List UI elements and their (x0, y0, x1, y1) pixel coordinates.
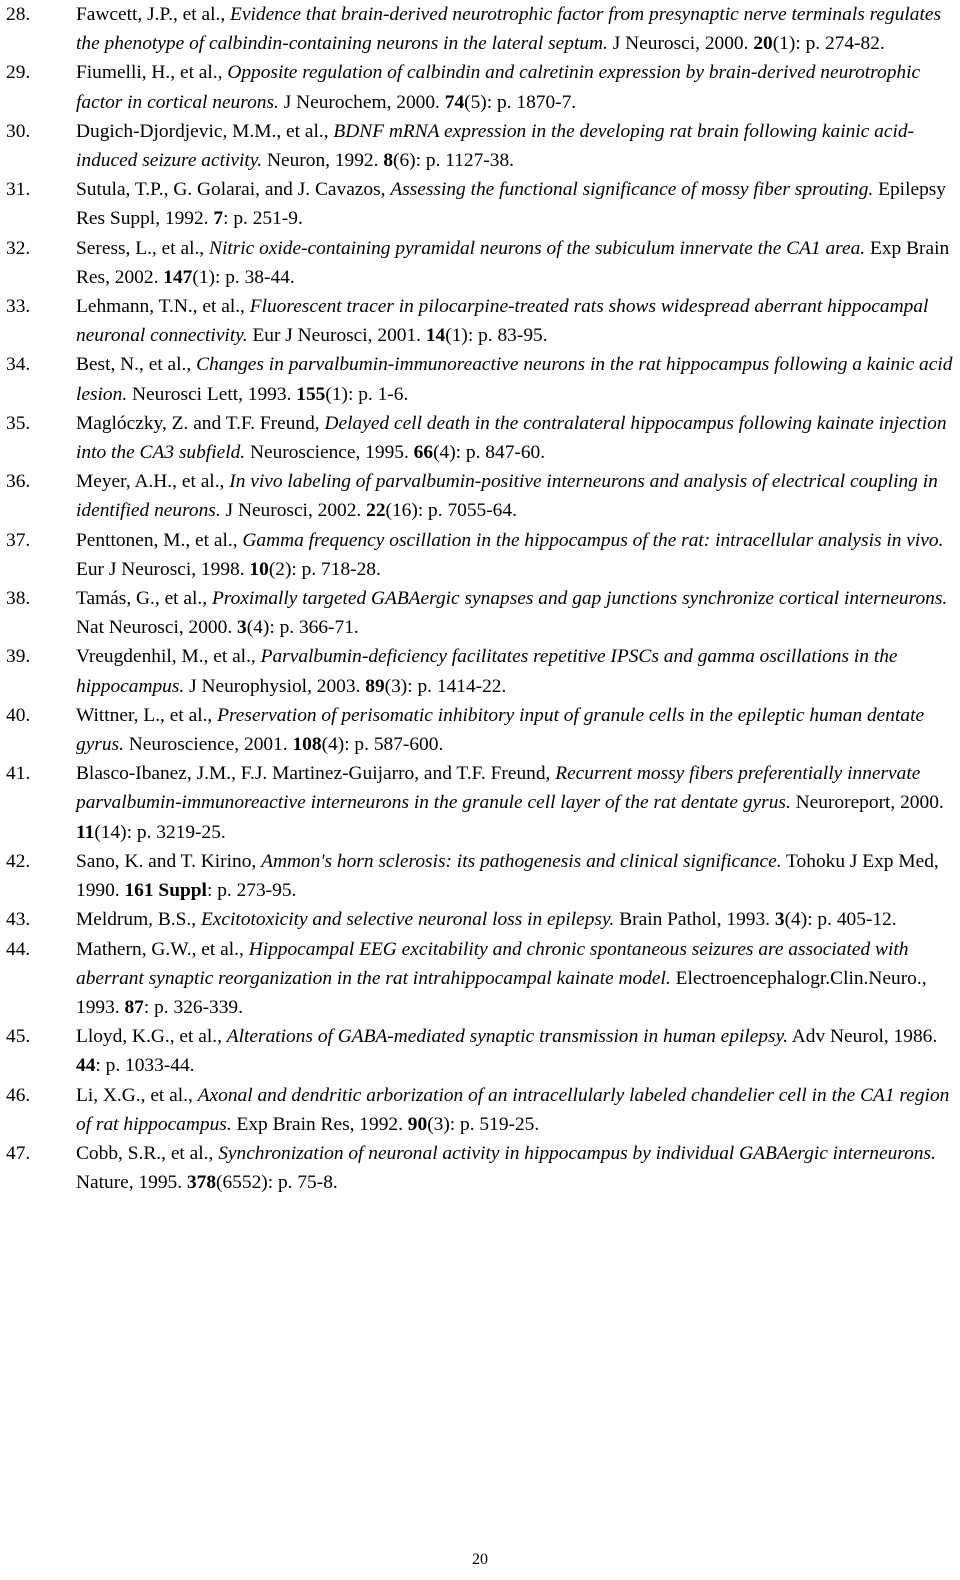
reference-title: BDNF mRNA expression in the developing rat brain following kainic acid-induced seizure activity. (76, 120, 914, 172)
reference-entry (6, 58, 954, 116)
reference-entry (6, 847, 954, 905)
reference-entry (6, 759, 954, 847)
reference-title: Assessing the functional significance of mossy fiber sprouting. (390, 179, 874, 201)
reference-number: 29. (6, 62, 31, 84)
reference-number: 42. (6, 850, 31, 872)
reference-pages: (1): p. 274-82. (772, 33, 885, 55)
reference-entry (6, 409, 954, 467)
reference-source: Adv Neurol, 1986. (788, 1026, 938, 1048)
reference-volume: 87 (124, 996, 144, 1018)
reference-source: J Neurosci, 2000. (607, 33, 754, 55)
reference-pages: (1): p. 83-95. (445, 325, 548, 347)
reference-title: Proximally targeted GABAergic synapses and gap junctions synchronize cortical interneurons. (211, 588, 948, 610)
reference-title: Preservation of perisomatic inhibitory input of granule cells in the epileptic human dentate gyrus. (76, 704, 925, 756)
reference-pages: (6): p. 1127-38. (393, 150, 515, 172)
reference-entry (6, 350, 954, 408)
reference-authors: Lloyd, K.G., et al., (76, 1026, 227, 1048)
reference-source: Neurosci Lett, 1993. (127, 383, 297, 405)
page-number: 20 (472, 1551, 488, 1568)
reference-source: Electroencephalogr.Clin.Neuro., 1993. (76, 967, 927, 1018)
reference-authors: Meldrum, B.S., (76, 909, 201, 931)
reference-authors: Lehmann, T.N., et al., (76, 296, 250, 318)
reference-pages: (4): p. 366-71. (246, 617, 359, 639)
reference-pages: (3): p. 1414-22. (384, 675, 507, 697)
reference-source: Eur J Neurosci, 1998. (76, 558, 250, 580)
reference-title: Changes in parvalbumin-immunoreactive neurons in the rat hippocampus following a kainic acid lesion. (76, 354, 953, 405)
reference-entry (6, 175, 954, 233)
reference-source: J Neurosci, 2002. (220, 500, 367, 522)
reference-volume: 89 (365, 675, 385, 697)
reference-entry (6, 642, 954, 700)
reference-entry (6, 526, 954, 584)
reference-source: Epilepsy Res Suppl, 1992. (76, 179, 947, 230)
reference-volume: 147 (163, 266, 193, 288)
reference-entry (6, 117, 954, 175)
reference-title: Evidence that brain-derived neurotrophic factor from presynaptic nerve terminals regulates the phenotype of calbindin-containing neurons in the lateral septum. (76, 4, 942, 55)
reference-authors: Wittner, L., et al., (76, 704, 218, 726)
reference-title: Delayed cell death in the contralateral hippocampus following kainate injection into the CA3 subfield. (76, 412, 947, 464)
reference-authors: Blasco-Ibanez, J.M., F.J. Martinez-Guijarro, and T.F. Freund, (76, 763, 556, 785)
reference-number: 41. (6, 763, 31, 785)
reference-title: Axonal and dendritic arborization of an intracellularly labeled chandelier cell in the CA1 region of rat hippocampus. (76, 1084, 950, 1135)
reference-volume: 108 (292, 734, 322, 756)
reference-number: 30. (6, 120, 31, 142)
reference-title: Recurrent mossy fibers preferentially innervate parvalbumin-immunoreactive interneurons in the granule cell layer of the rat dentate gyrus. (76, 763, 921, 814)
reference-authors: Li, X.G., et al., (76, 1084, 198, 1106)
reference-entry (6, 1081, 954, 1139)
reference-title: In vivo labeling of parvalbumin-positive interneurons and analysis of electrical coupling in identified neurons. (76, 471, 938, 522)
reference-pages: : p. 326-339. (143, 996, 243, 1018)
reference-volume: 14 (425, 325, 446, 347)
reference-number: 43. (6, 909, 31, 931)
reference-entry (6, 1139, 954, 1197)
reference-number: 31. (6, 179, 31, 201)
reference-volume: 74 (444, 91, 465, 113)
reference-entry (6, 1022, 954, 1080)
reference-authors: Sano, K. and T. Kirino, (76, 850, 262, 872)
reference-volume: 155 (296, 383, 326, 405)
reference-source: J Neurophysiol, 2003. (184, 675, 366, 697)
reference-entry (6, 234, 954, 292)
reference-title: Excitotoxicity and selective neuronal loss in epilepsy. (200, 909, 615, 931)
reference-authors: Meyer, A.H., et al., (76, 471, 230, 493)
reference-source: Eur J Neurosci, 2001. (247, 325, 426, 347)
reference-number: 37. (6, 529, 31, 551)
reference-source: Exp Brain Res, 2002. (76, 237, 950, 288)
reference-authors: Tamás, G., et al., (76, 588, 212, 610)
reference-title: Gamma frequency oscillation in the hippocampus of the rat: intracellular analysis in vivo. (242, 529, 944, 551)
reference-volume: 10 (249, 558, 269, 580)
reference-pages: (1): p. 1-6. (325, 383, 409, 405)
reference-authors: Maglóczky, Z. and T.F. Freund, (76, 412, 325, 434)
reference-pages: (4): p. 405-12. (784, 909, 897, 931)
reference-source: Nat Neurosci, 2000. (76, 617, 238, 639)
reference-authors: Seress, L., et al., (76, 237, 210, 259)
reference-volume: 3 (774, 909, 785, 931)
reference-title: Opposite regulation of calbindin and calretinin expression by brain-derived neurotrophic factor in cortical neurons. (76, 62, 921, 113)
reference-number: 35. (6, 412, 31, 434)
reference-pages: (2): p. 718-28. (268, 558, 381, 580)
reference-authors: Best, N., et al., (76, 354, 197, 376)
reference-authors: Vreugdenhil, M., et al., (76, 646, 261, 668)
reference-number: 40. (6, 704, 31, 726)
reference-number: 36. (6, 471, 31, 493)
reference-number: 32. (6, 237, 31, 259)
reference-title: Fluorescent tracer in pilocarpine-treated rats shows widespread aberrant hippocampal neuronal connectivity. (76, 296, 929, 347)
reference-number: 45. (6, 1026, 31, 1048)
reference-volume: 66 (413, 442, 434, 464)
reference-authors: Penttonen, M., et al., (76, 529, 243, 551)
reference-volume: 90 (407, 1113, 428, 1135)
reference-volume: 8 (383, 150, 394, 172)
reference-volume: 44 (76, 1055, 96, 1077)
reference-title: Hippocampal EEG excitability and chronic spontaneous seizures are associated with aberrant synaptic reorganization in the rat intrahippocampal kainate model. (76, 938, 909, 989)
reference-authors: Sutula, T.P., G. Golarai, and J. Cavazos, (76, 179, 391, 201)
reference-volume: 3 (237, 617, 247, 639)
reference-pages: (4): p. 587-600. (321, 734, 444, 756)
reference-pages: (3): p. 519-25. (427, 1113, 540, 1135)
reference-number: 46. (6, 1084, 31, 1106)
reference-title: Nitric oxide-containing pyramidal neurons of the subiculum innervate the CA1 area. (209, 237, 866, 259)
reference-volume: 20 (753, 33, 773, 55)
reference-volume: 161 Suppl (124, 880, 207, 902)
reference-title: Parvalbumin-deficiency facilitates repetitive IPSCs and gamma oscillations in the hippocampus. (76, 646, 898, 697)
reference-number: 28. (6, 4, 31, 25)
reference-volume: 7 (213, 208, 224, 230)
reference-source: Brain Pathol, 1993. (614, 909, 775, 931)
reference-number: 44. (6, 938, 31, 960)
reference-entry (6, 905, 954, 934)
reference-authors: Fawcett, J.P., et al., (76, 4, 231, 25)
reference-title: Synchronization of neuronal activity in hippocampus by individual GABAergic interneurons. (218, 1142, 936, 1164)
reference-pages: : p. 1033-44. (95, 1055, 195, 1077)
reference-entry (6, 0, 954, 58)
reference-pages: (16): p. 7055-64. (385, 500, 517, 522)
reference-authors: Cobb, S.R., et al., (76, 1142, 219, 1164)
reference-entry (6, 701, 954, 759)
reference-pages: : p. 273-95. (206, 880, 297, 902)
reference-title: Alterations of GABA-mediated synaptic transmission in human epilepsy. (226, 1026, 788, 1048)
reference-source: Exp Brain Res, 1992. (231, 1113, 408, 1135)
reference-number: 33. (6, 296, 31, 318)
reference-list (6, 0, 954, 1197)
reference-number: 34. (6, 354, 31, 376)
reference-volume: 11 (76, 821, 95, 843)
reference-source: Tohoku J Exp Med, 1990. (76, 850, 939, 902)
reference-source: Nature, 1995. (76, 1172, 187, 1194)
reference-pages: (14): p. 3219-25. (94, 821, 226, 843)
reference-pages: (6552): p. 75-8. (216, 1172, 338, 1194)
reference-entry (6, 935, 954, 1023)
reference-source: Neuroscience, 1995. (245, 442, 414, 464)
reference-volume: 22 (366, 500, 386, 522)
reference-authors: Mathern, G.W., et al., (76, 938, 249, 960)
reference-source: Neuroscience, 2001. (123, 734, 293, 756)
reference-volume: 378 (186, 1172, 217, 1194)
reference-entry (6, 584, 954, 642)
reference-source: J Neurochem, 2000. (278, 91, 445, 113)
reference-title: Ammon's horn sclerosis: its pathogenesis and clinical significance. (261, 850, 782, 872)
reference-source: Neuron, 1992. (262, 150, 384, 172)
reference-source: Neuroreport, 2000. (790, 792, 944, 814)
reference-number: 47. (6, 1142, 31, 1164)
reference-number: 38. (6, 588, 31, 610)
reference-pages: (5): p. 1870-7. (464, 91, 577, 113)
reference-entry (6, 292, 954, 350)
reference-pages: (4): p. 847-60. (433, 442, 546, 464)
reference-pages: (1): p. 38-44. (192, 266, 295, 288)
reference-pages: : p. 251-9. (223, 208, 303, 230)
reference-number: 39. (6, 646, 31, 668)
reference-authors: Fiumelli, H., et al., (76, 62, 228, 84)
reference-authors: Dugich-Djordjevic, M.M., et al., (76, 120, 334, 142)
reference-entry (6, 467, 954, 525)
